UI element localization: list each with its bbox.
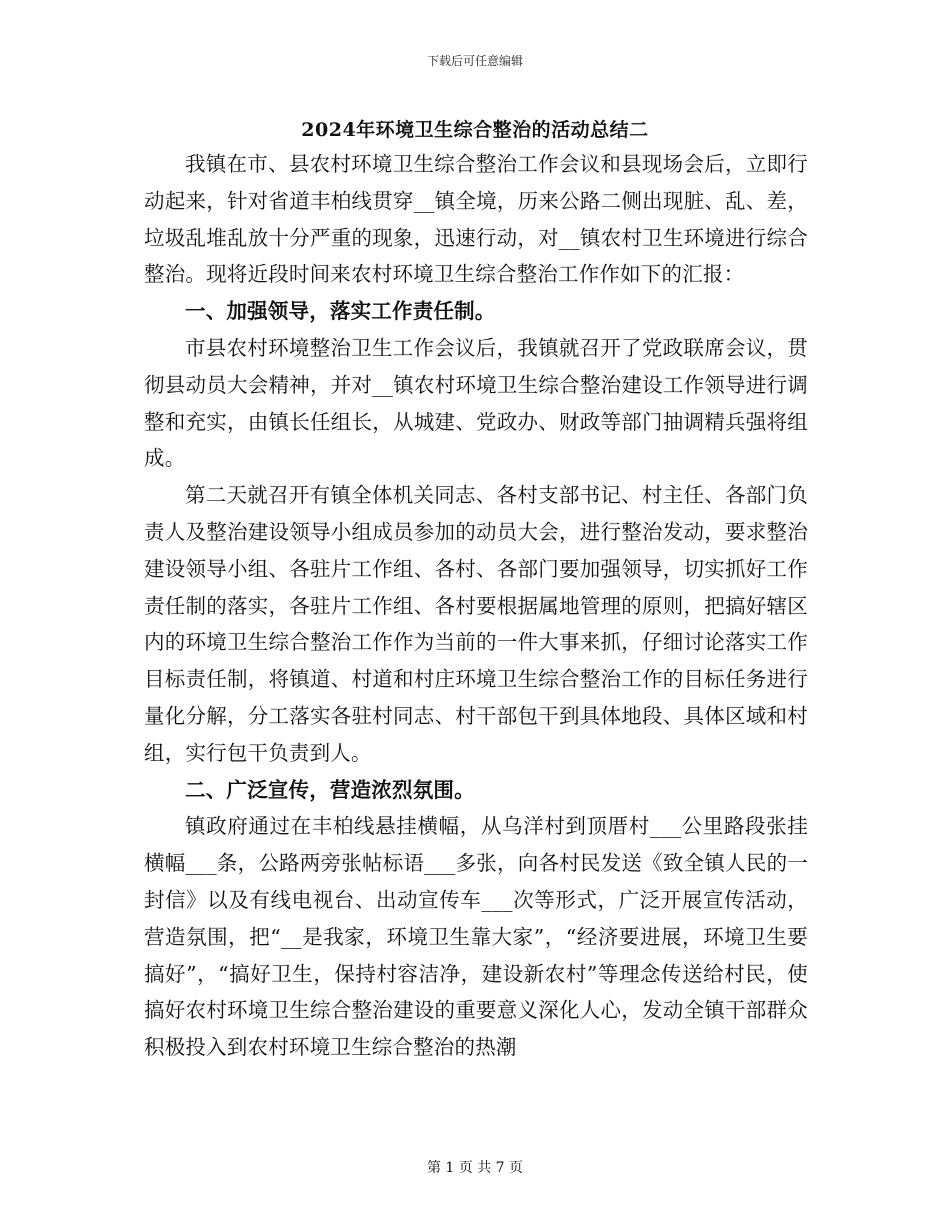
paragraph-section-1b: 第二天就召开有镇全体机关同志、各村支部书记、村主任、各部门负责人及整治建设领导小组成员参加的动员大会，进行整治发动，要求整治建设领导小组、各驻片工作组、各村、各部门要加强领导，切实抓好工作责任制的落实，各驻片工作组、各村要根据属地管理的原则，把搞好辖区内的环境卫生综合整治工作作为当前的一件大事来抓，仔细讨论落实工作目标责任制，将镇道、村道和村庄环境卫生综合整治工作的目标任务进行量化分解，分工落实各驻村同志、村干部包干到具体地段、具体区域和村组，实行包干负责到人。: [144, 483, 808, 765]
page-footer: 第 1 页 共 7 页: [426, 1160, 524, 1176]
section-heading-2: 二、广泛宣传，营造浓烈氛围。: [185, 777, 475, 802]
paragraph-intro: 我镇在市、县农村环境卫生综合整治工作会议和县现场会后，立即行动起来，针对省道丰柏线贯穿__镇全境，历来公路二侧出现脏、乱、差，垃圾乱堆乱放十分严重的现象，迅速行动，对__镇农村卫生环境进行综合整治。现将近段时间来农村环境卫生综合整治工作作如下的汇报：: [144, 152, 808, 287]
paragraph-section-2: 镇政府通过在丰柏线悬挂横幅，从乌洋村到顶厝村___公里路段张挂横幅___条，公路两旁张帖标语___多张，向各村民发送《致全镇人民的一封信》以及有线电视台、出动宣传车___次等形式，广泛开展宣传活动，营造氛围，把“__是我家，环境卫生靠大家”，“经济要进展，环境卫生要搞好”，“搞好卫生，保持村容洁净，建设新农村”等理念传送给村民，使搞好农村环境卫生综合整治建设的重要意义深化人心，发动全镇干部群众积极投入到农村环境卫生综合整治的热潮: [144, 814, 808, 1060]
header-note: 下载后可任意编辑: [426, 54, 523, 68]
document-title: 2024年环境卫生综合整治的活动总结二: [301, 119, 649, 141]
document-body: [144, 146, 808, 1066]
section-heading-1: 一、加强领导，落实工作责任制。: [185, 299, 496, 324]
paragraph-section-1a: 市县农村环境整治卫生工作会议后，我镇就召开了党政联席会议，贯彻县动员大会精神，并对__镇农村环境卫生综合整治建设工作领导进行调整和充实，由镇长任组长，从城建、党政办、财政等部门抽调精兵强将组成。: [144, 335, 808, 471]
